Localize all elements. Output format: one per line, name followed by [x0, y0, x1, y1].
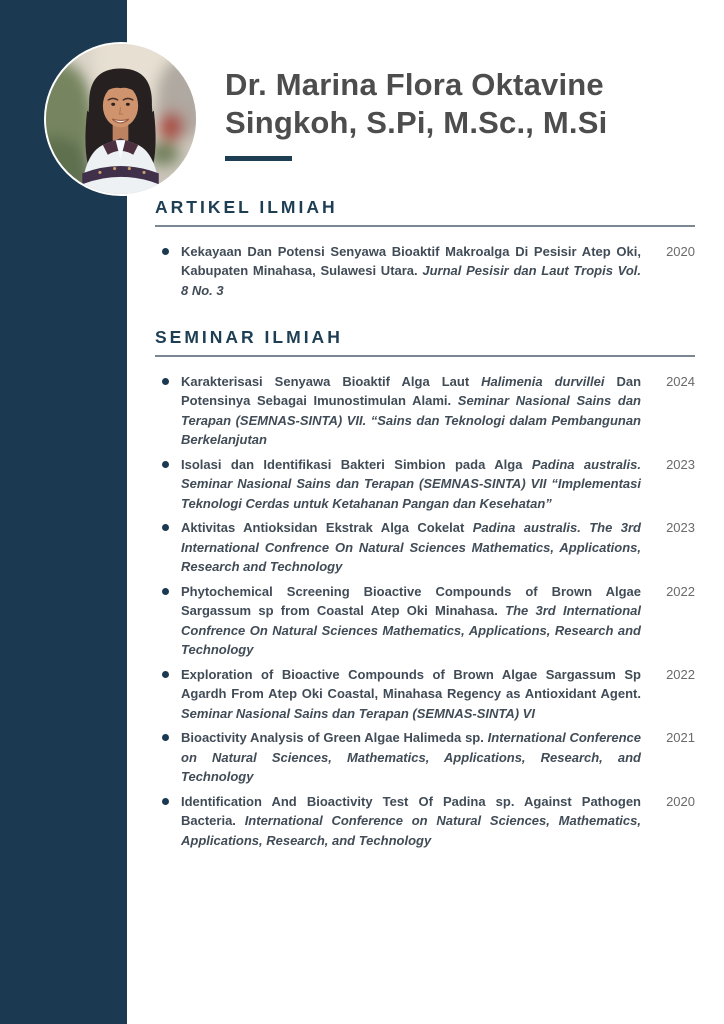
profile-name-line-2: Singkoh, S.Pi, M.Sc., M.Si [225, 105, 608, 140]
seminar-entry [155, 665, 695, 724]
entry-text: Karakterisasi Senyawa Bioaktif Alga Laut Halimenia durvillei Dan Potensinya Sebagai Imunostimulan Alami. Seminar Nasional Sains dan Terapan (SEMNAS-SINTA) VII. “Sains dan Teknologi dalam Pembangunan Berkelanjutan [181, 373, 642, 447]
section-title-seminar-ilmiah: SEMINAR ILMIAH [155, 327, 343, 347]
bullet-icon [162, 798, 169, 805]
section-divider [155, 355, 695, 357]
entry-year: 2024 [666, 373, 695, 389]
bullet-icon [162, 734, 169, 741]
seminar-entry [155, 582, 695, 660]
bullet-icon [162, 461, 169, 468]
content-area [155, 197, 695, 855]
seminar-entry [155, 792, 695, 851]
section-artikel-ilmiah [155, 197, 695, 300]
entry-text: Identification And Bioactivity Test Of Padina sp. Against Pathogen Bacteria. International Conference on Natural Sciences, Mathematics, Applications, Research, and Technology [181, 793, 641, 848]
entry-text: Aktivitas Antioksidan Ekstrak Alga Cokelat Padina australis. The 3rd International Confrence On Natural Sciences Mathematics, Applications, Research and Technology [181, 520, 641, 574]
seminar-entry [155, 728, 695, 787]
entry-year: 2020 [666, 793, 695, 809]
entry-year: 2022 [666, 583, 695, 599]
section-seminar-ilmiah [155, 327, 695, 850]
profile-photo [44, 42, 198, 196]
profile-name [225, 66, 703, 142]
seminar-entry [155, 455, 695, 514]
entry-text: Phytochemical Screening Bioactive Compounds of Brown Algae Sargassum sp from Coastal Atep Oki Minahasa. The 3rd International Confrence On Natural Sciences Mathematics, Applications, Research and Technology [181, 583, 642, 657]
entry-text: Exploration of Bioactive Compounds of Brown Algae Sargassum Sp Agardh From Atep Oki Coastal, Minahasa Regency as Antioxidant Agent. Seminar Nasional Sains dan Terapan (SEMNAS-SINTA) VI [181, 666, 641, 721]
bullet-icon [162, 524, 169, 531]
entry-year: 2020 [666, 243, 695, 259]
bullet-icon [162, 671, 169, 678]
title-underline-decoration [225, 156, 292, 161]
profile-name-line-1: Dr. Marina Flora Oktavine [225, 67, 604, 102]
entry-year: 2023 [666, 456, 695, 472]
entry-year: 2022 [666, 666, 695, 682]
entry-text: Isolasi dan Identifikasi Bakteri Simbion pada Alga Padina australis. Seminar Nasional Sains dan Terapan (SEMNAS-SINTA) VII “Implementasi Teknologi Cerdas untuk Ketahanan Pangan dan Kesehatan” [181, 456, 641, 511]
bullet-icon [162, 248, 169, 255]
entry-text: Kekayaan Dan Potensi Senyawa Bioaktif Makroalga Di Pesisir Atep Oki, Kabupaten Minahasa, Sulawesi Utara. Jurnal Pesisir dan Laut Tropis Vol. 8 No. 3 [181, 243, 641, 298]
seminar-entry [155, 372, 695, 450]
profile-photo-illustration [46, 44, 196, 194]
seminar-entry [155, 518, 695, 577]
entry-year: 2023 [666, 520, 695, 535]
entry-year: 2021 [666, 730, 695, 745]
publication-entry [155, 242, 695, 301]
entry-text: Bioactivity Analysis of Green Algae Halimeda sp. International Conference on Natural Sciences, Mathematics, Applications, Research, and Technology [181, 730, 641, 784]
bullet-icon [162, 378, 169, 385]
bullet-icon [162, 588, 169, 595]
section-divider [155, 225, 695, 227]
section-title-artikel-ilmiah: ARTIKEL ILMIAH [155, 197, 338, 217]
